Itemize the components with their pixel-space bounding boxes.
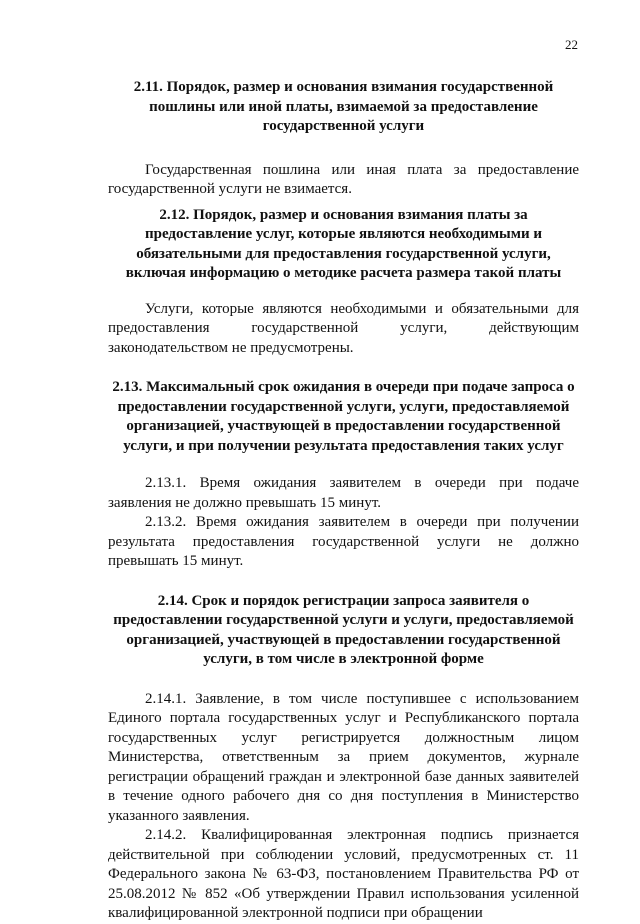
page-number: 22 (565, 37, 578, 52)
paragraph-2-14-2: 2.14.2. Квалифицированная электронная подпись признается действительной при соблюдении условий, предусмотренных ст. 11 Федерального закона № 63-ФЗ, постановлением Правительства РФ от 25.08.2012 № 852 «Об утверждении Правил использования усиленной квалифицированной электронной подписи при обращении (108, 827, 579, 921)
section-heading-2-14: 2.14. Срок и порядок регистрации запроса заявителя о предоставлении государственной услуги и услуги, предоставляемой организацией, участвующей в предоставлении государственной услуги, в том числе в электронной форме (113, 592, 574, 667)
section-heading-2-13: 2.13. Максимальный срок ожидания в очереди при подаче запроса о предоставлении государственной услуги, услуги, предоставляемой организацией, участвующей в предоставлении государственной услуги, и при получении результата предоставления таких услуг (112, 379, 575, 454)
document-body (108, 78, 579, 924)
section-heading-2-11: 2.11. Порядок, размер и основания взимания государственной пошлины или иной платы, взимаемой за предоставление государственной услуги (133, 79, 554, 134)
section-heading-2-12: 2.12. Порядок, размер и основания взимания платы за предоставление услуг, которые являются необходимыми и обязательными для предоставления государственной услуги, включая информацию о методике расчета размера такой платы (125, 206, 562, 281)
paragraph-2-13-1: 2.13.1. Время ожидания заявителем в очереди при подаче заявления не должно превышать 15 минут. (108, 475, 579, 511)
paragraph-2-14-1: 2.14.1. Заявление, в том числе поступившее с использованием Единого портала государственных услуг и Республиканского портала государственных услуг регистрируется должностным лицом Министерства, ответственным за прием документов, журнале регистрации обращений граждан и электронной базе данных заявителей в течение одного рабочего дня со дня поступления в Министерство указанного заявления. (108, 690, 579, 824)
paragraph-2-11: Государственная пошлина или иная плата за предоставление государственной услуги не взимается. (108, 161, 579, 197)
paragraph-2-12: Услуги, которые являются необходимыми и обязательными для предоставления государственной услуги, действующим законодательством не предусмотрены. (108, 300, 579, 356)
paragraph-2-13-2: 2.13.2. Время ожидания заявителем в очереди при получении результата предоставления государственной услуги не должно превышать 15 минут. (108, 514, 579, 569)
